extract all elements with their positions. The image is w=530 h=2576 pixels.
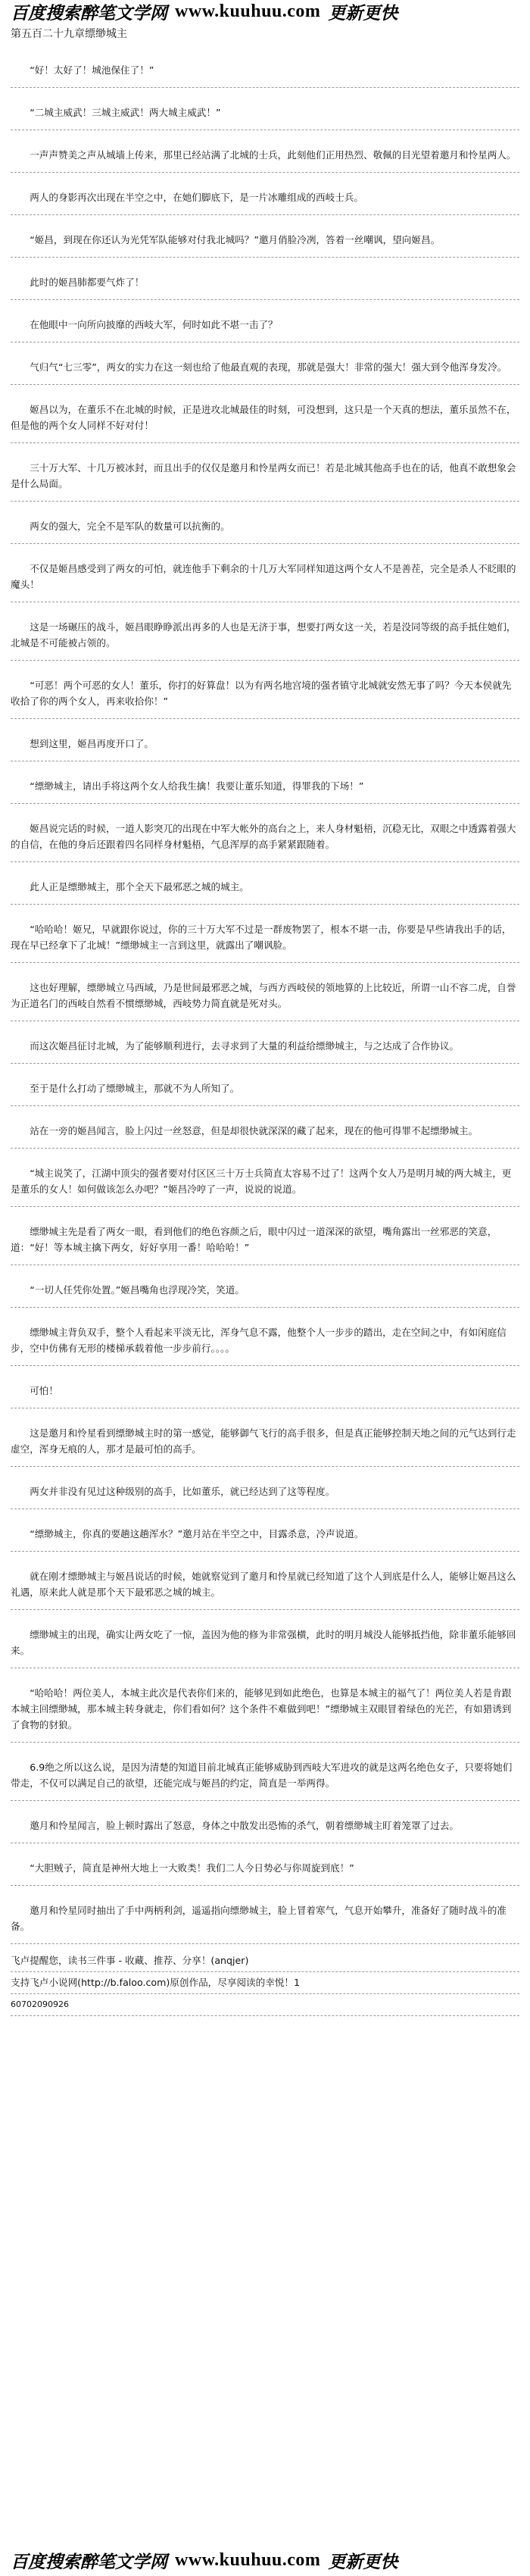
paragraph: “缥缈城主，你真的要趟这趟浑水？”邀月站在半空之中，目露杀意，冷声说道。	[11, 1509, 519, 1552]
paragraph: 而这次姬昌征讨北城，为了能够顺利进行，去寻求到了大量的利益给缥缈城主，与之达成了合作协议。	[11, 1021, 519, 1064]
chapter-body	[11, 45, 519, 1944]
top-banner	[11, 0, 519, 23]
paragraph: “姬昌，到现在你还认为光凭军队能够对付我北城吗？”邀月俏脸冷冽，答着一丝嘲讽，望向姬昌。	[11, 215, 519, 258]
bottom-banner	[11, 2549, 519, 2571]
paragraph: “哈哈哈！两位美人，本城主此次是代表你们来的，能够见到如此绝色，也算是本城主的福气了！两位美人若是肯跟本城主回缥缈城，那本城主转身就走，你们看如何？这个条件不难做到吧！”缥缈城主双眼冒着绿色的光芒，有如猎诱到了食物的豺狼。	[11, 1668, 519, 1743]
paragraph: 三十万大军、十几万被冰封，而且出手的仅仅是邀月和怜星两女而已！若是北城其他高手也在的话，他真不敢想象会是什么局面。	[11, 443, 519, 502]
footer-reminder: 飞卢提醒您，读书三件事 - 收藏、推荐、分享！(anqjer)	[11, 1950, 519, 1972]
footer-support-link[interactable]: 支持飞卢小说网(http://b.faloo.com)原创作品，尽享阅读的幸悦！1	[11, 1972, 519, 1994]
paragraph: 可怕！	[11, 1366, 519, 1408]
paragraph: 姬昌说完话的时候，一道人影突兀的出现在中军大帐外的高台之上，来人身材魁梧，沉稳无比，双眼之中透露着强大的自信，在他的身后还跟着四名同样身材魁梧，气息浑厚的高手紧紧跟随着。	[11, 804, 519, 862]
paragraph: 缥缈城主背负双手，整个人看起来平淡无比，浑身气息不露，他整个人一步步的踏出，走在空间之中，有如闲庭信步，空中仿佛有无形的楼梯承载着他一步步前行。。。。	[11, 1308, 519, 1366]
paragraph: 邀月和怜星同时抽出了手中两柄利剑，遥遥指向缥缈城主，脸上冒着寒气，气息开始攀升，准备好了随时战斗的准备。	[11, 1886, 519, 1944]
paragraph: 就在刚才缥缈城主与姬昌说话的时候，她就察觉到了邀月和怜星就已经知道了这个人到底是什么人，能够让姬昌这么礼遇，原来此人就是那个天下最邪恶之城的城主。	[11, 1552, 519, 1610]
paragraph: 6.9绝之所以这么说，是因为清楚的知道目前北城真正能够威胁到西岐大军进攻的就是这两名绝色女子，只要将她们带走，不仅可以满足自己的欲望，还能完成与姬昌的约定，简直是一举两得。	[11, 1743, 519, 1801]
banner-slogan: 更新更快	[328, 2, 398, 23]
paragraph: 此人正是缥缈城主，那个全天下最邪恶之城的城主。	[11, 862, 519, 905]
page-footer	[11, 1944, 519, 2016]
paragraph: 气归气“七三零”，两女的实力在这一刻也给了他最直观的表现，那就是强大！非常的强大！强大到令他浑身发冷。	[11, 342, 519, 385]
paragraph: 这是邀月和怜星看到缥缈城主时的第一感觉，能够御气飞行的高手很多，但是真正能够控制天地之间的元气达到行走虚空，浑身无痕的人，那才是最可怕的高手。	[11, 1408, 519, 1467]
paragraph: 两女并非没有见过这种级别的高手，比如董乐，就已经达到了这等程度。	[11, 1467, 519, 1509]
paragraph: 这是一场碾压的战斗，姬昌眼睁睁派出再多的人也是无济于事，想要打两女这一关，若是没同等级的高手抵住她们，北城是不可能被占领的。	[11, 602, 519, 661]
banner-slogan: 更新更快	[328, 2551, 398, 2571]
paragraph: 缥缈城主的出现，确实让两女吃了一惊，盖因为他的修为非常强横，此时的明月城没人能够抵挡他，除非董乐能够回来。	[11, 1610, 519, 1668]
footer-code: 60702090926	[11, 1994, 519, 2016]
banner-brand: 醉笔文学网	[80, 2, 167, 23]
paragraph: “二城主威武！三城主威武！两大城主威武！”	[11, 88, 519, 130]
paragraph: 两女的强大，完全不是军队的数量可以抗衡的。	[11, 502, 519, 544]
banner-site-url[interactable]: www.kuuhuu.com	[175, 1, 321, 21]
banner-brand: 醉笔文学网	[80, 2551, 167, 2571]
paragraph: “好！太好了！城池保住了！”	[11, 45, 519, 88]
banner-site-url[interactable]: www.kuuhuu.com	[175, 2549, 321, 2570]
paragraph: 这也好理解，缥缈城立马西域，乃是世间最邪恶之城，与西方西岐侯的领地算的上比较近，所谓一山不容二虎，自誉为正道名门的西岐自然看不惯缥缈城，西岐势力简直就是死对头。	[11, 963, 519, 1021]
paragraph: 至于是什么打动了缥缈城主，那就不为人所知了。	[11, 1064, 519, 1106]
paragraph: “大胆贼子，简直是神州大地上一大败类！我们二人今日势必与你周旋到底！”	[11, 1843, 519, 1886]
chapter-title: 第五百二十九章缥缈城主	[11, 28, 127, 40]
banner-search-text: 百度搜索	[11, 2, 80, 23]
paragraph: 邀月和怜星闻言，脸上顿时露出了怒意，身体之中散发出恐怖的杀气，朝着缥缈城主盯着笼罩了过去。	[11, 1801, 519, 1843]
paragraph: 在他眼中一向所向披靡的西岐大军，何时如此不堪一击了？	[11, 300, 519, 342]
paragraph: 站在一旁的姬昌闻言，脸上闪过一丝怒意，但是却很快就深深的藏了起来，现在的他可得罪不起缥缈城主。	[11, 1106, 519, 1149]
paragraph: 缥缈城主先是看了两女一眼，看到他们的绝色容颜之后，眼中闪过一道深深的欲望，嘴角露出一丝邪恶的笑意，道：“好！等本城主擒下两女，好好享用一番！哈哈哈！”	[11, 1207, 519, 1265]
paragraph: “缥缈城主，请出手将这两个女人给我生擒！我要让董乐知道，得罪我的下场！”	[11, 761, 519, 804]
paragraph: 想到这里，姬昌再度开口了。	[11, 719, 519, 761]
paragraph: “可恶！两个可恶的女人！董乐，你打的好算盘！以为有两名地宫境的强者镇守北城就安然无事了吗？今天本侯就先收拾了你的两个女人，再来收拾你！”	[11, 661, 519, 719]
paragraph: 姬昌以为，在董乐不在北城的时候，正是进攻北城最佳的时刻，可没想到，这只是一个天真的想法，董乐虽然不在，但是他的两个女人同样不好对付！	[11, 385, 519, 443]
paragraph: 一声声赞美之声从城墙上传来，那里已经站满了北城的士兵，此刻他们正用热烈、敬佩的目光望着邀月和怜星两人。	[11, 130, 519, 173]
paragraph: 不仅是姬昌感受到了两女的可怕，就连他手下剩余的十几万大军同样知道这两个女人不是善茬，完全是杀人不眨眼的魔头！	[11, 544, 519, 602]
paragraph: “城主说笑了，江湖中顶尖的强者要对付区区三十万士兵简直太容易不过了！这两个女人乃是明月城的两大城主，更是董乐的女人！如何做该怎么办吧？”姬昌冷哼了一声，说说的说道。	[11, 1149, 519, 1207]
paragraph: 此时的姬昌肺都要气炸了！	[11, 258, 519, 300]
paragraph: “哈哈哈！姬兄，早就跟你说过，你的三十万大军不过是一群废物罢了，根本不堪一击，你要是早些请我出手的话，现在早已经拿下了北城！”缥缈城主一言到这里，就露出了嘲讽脸。	[11, 905, 519, 963]
paragraph: “一切人任凭你处置。”姬昌嘴角也浮现冷笑，笑道。	[11, 1265, 519, 1308]
banner-search-text: 百度搜索	[11, 2551, 80, 2571]
paragraph: 两人的身影再次出现在半空之中，在她们脚底下，是一片冰雕组成的西岐士兵。	[11, 173, 519, 215]
